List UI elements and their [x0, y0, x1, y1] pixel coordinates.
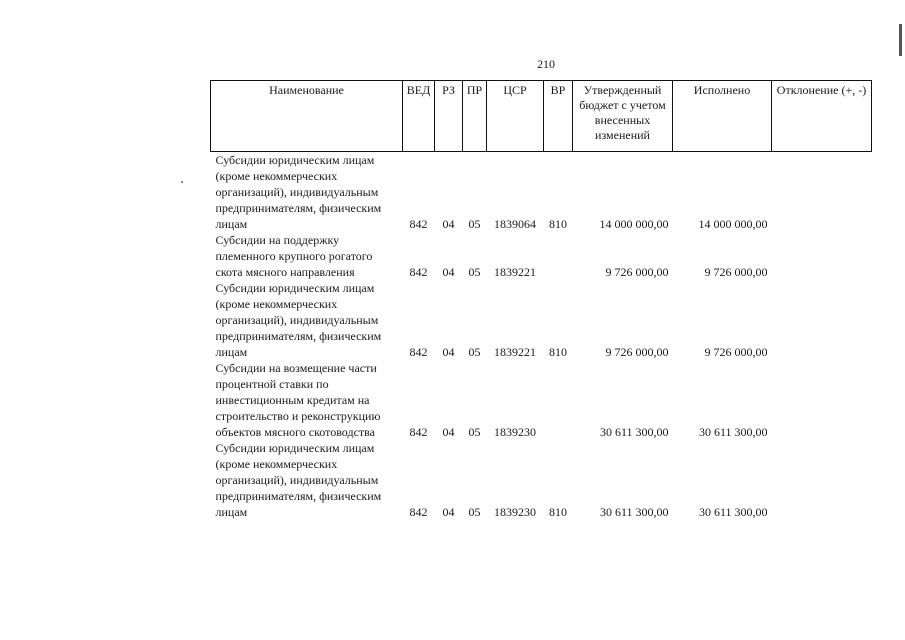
scan-edge-mark [899, 24, 902, 56]
page-number: 210 [537, 57, 555, 71]
header-ved: ВЕД [403, 81, 435, 152]
row-executed: 30 611 300,00 [698, 505, 768, 519]
row-vr: 810 [549, 217, 567, 231]
row-rz: 04 [442, 265, 455, 279]
row-ved: 842 [409, 265, 428, 279]
row-ved: 842 [409, 505, 428, 519]
row-executed: 14 000 000,00 [698, 217, 768, 231]
table-row [211, 152, 872, 233]
row-approved: 9 726 000,00 [605, 265, 669, 279]
row-executed: 30 611 300,00 [698, 425, 768, 439]
header-csr: ЦСР [487, 81, 544, 152]
table-row [211, 360, 872, 440]
row-name: Субсидии юридическим лицам (кроме некоммерческих организаций), индивидуальным предпринимателям, физическим лицам [215, 281, 382, 359]
row-deviation [772, 152, 872, 233]
row-vr: 810 [549, 505, 567, 519]
row-name: Субсидии на поддержку племенного крупного рогатого скота мясного направления [215, 233, 373, 279]
header-pr: ПР [463, 81, 487, 152]
budget-execution-table [210, 80, 872, 520]
row-deviation [772, 232, 872, 280]
row-csr: 1839230 [494, 425, 536, 439]
row-executed: 9 726 000,00 [704, 265, 768, 279]
header-vr: ВР [544, 81, 573, 152]
row-approved: 14 000 000,00 [599, 217, 669, 231]
header-deviation: Отклонение (+, -) [772, 81, 872, 152]
row-vr: 810 [549, 345, 567, 359]
row-approved: 30 611 300,00 [599, 505, 669, 519]
row-ved: 842 [409, 425, 428, 439]
row-deviation [772, 440, 872, 520]
header-row [211, 81, 872, 152]
row-executed: 9 726 000,00 [704, 345, 768, 359]
row-name: Субсидии юридическим лицам (кроме некоммерческих организаций), индивидуальным предпринимателям, физическим лицам [215, 153, 382, 231]
row-ved: 842 [409, 217, 428, 231]
row-pr: 05 [468, 505, 481, 519]
header-rz: РЗ [435, 81, 463, 152]
row-csr: 1839230 [494, 505, 536, 519]
row-pr: 05 [468, 265, 481, 279]
row-rz: 04 [442, 505, 455, 519]
table-body [211, 152, 872, 521]
row-approved: 30 611 300,00 [599, 425, 669, 439]
table-row [211, 280, 872, 360]
table-row [211, 232, 872, 280]
row-deviation [772, 360, 872, 440]
row-pr: 05 [468, 217, 481, 231]
row-csr: 1839221 [494, 345, 536, 359]
table-row [211, 440, 872, 520]
row-vr [544, 360, 573, 440]
header-name: Наименование [211, 81, 403, 152]
row-rz: 04 [442, 425, 455, 439]
header-executed: Исполнено [673, 81, 772, 152]
row-approved: 9 726 000,00 [605, 345, 669, 359]
row-pr: 05 [468, 345, 481, 359]
row-vr [544, 232, 573, 280]
row-csr: 1839221 [494, 265, 536, 279]
row-csr: 1839064 [494, 217, 536, 231]
scan-speck [181, 181, 183, 183]
row-rz: 04 [442, 345, 455, 359]
row-ved: 842 [409, 345, 428, 359]
row-name: Субсидии юридическим лицам (кроме некоммерческих организаций), индивидуальным предпринимателям, физическим лицам [215, 441, 382, 519]
row-rz: 04 [442, 217, 455, 231]
table-header [211, 81, 872, 152]
row-deviation [772, 280, 872, 360]
row-name: Субсидии на возмещение части процентной ставки по инвестиционным кредитам на строительство и реконструкцию объектов мясного скотоводства [215, 361, 381, 439]
header-approved: Утвержденный бюджет с учетом внесенных изменений [573, 81, 673, 152]
row-pr: 05 [468, 425, 481, 439]
